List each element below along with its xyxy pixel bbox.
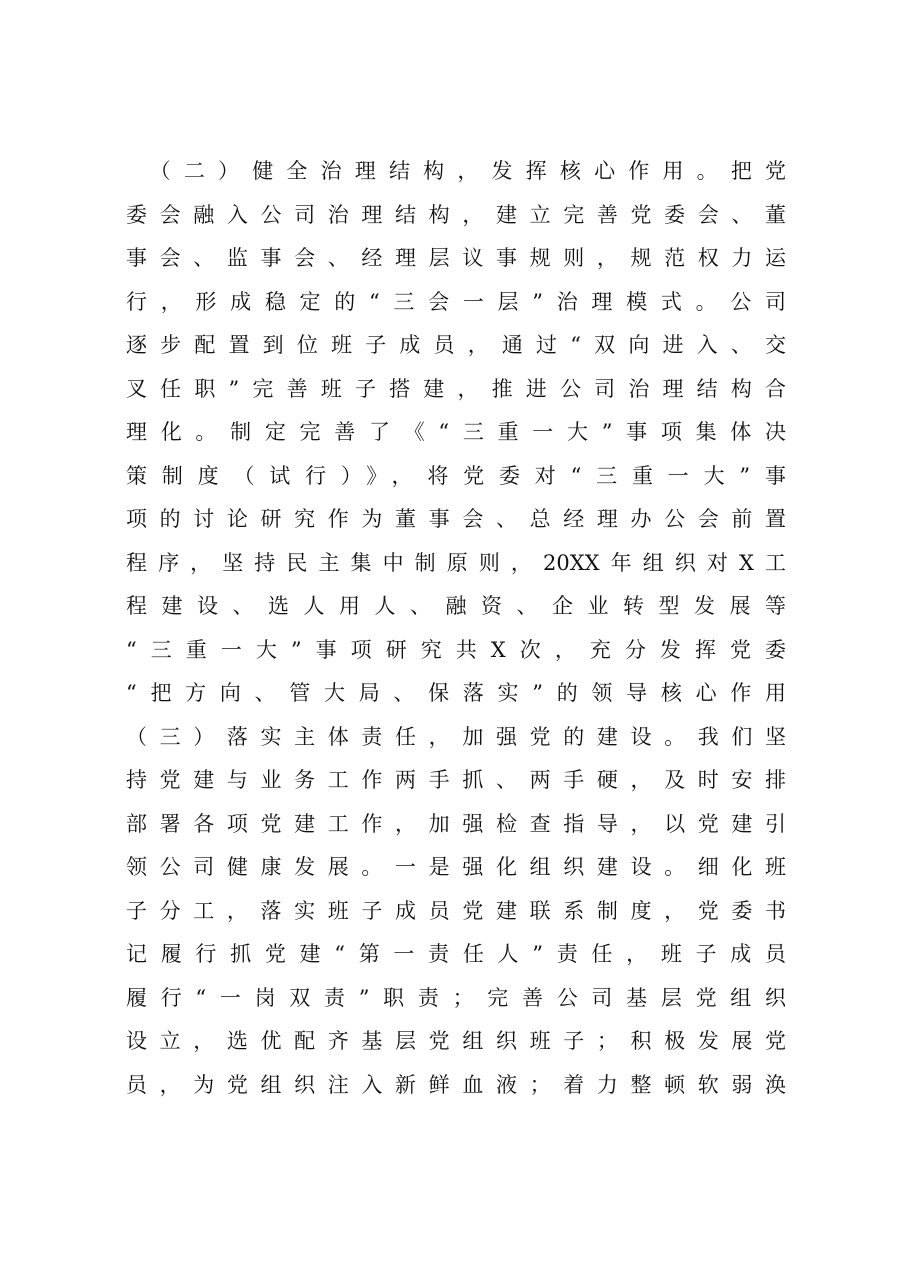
text-line: 领公司健康发展。一是强化组织建设。细化班 bbox=[126, 855, 786, 879]
text-line: （二）健全治理结构，发挥核心作用。把党 bbox=[126, 159, 786, 183]
text-line: 记履行抓党建“第一责任人”责任，班子成员 bbox=[126, 942, 786, 966]
text-line: 理化。制定完善了《“三重一大”事项集体决 bbox=[126, 420, 786, 444]
text-line: 叉任职”完善班子搭建，推进公司治理结构合 bbox=[126, 376, 786, 401]
text-line: 项的讨论研究作为董事会、总经理办公会前置 bbox=[126, 507, 786, 531]
text-line: 事会、监事会、经理层议事规则，规范权力运 bbox=[126, 246, 786, 270]
text-line: 程建设、选人用人、融资、企业转型发展等 bbox=[126, 594, 786, 618]
text-line: 履行“一岗双责”职责；完善公司基层党组织 bbox=[126, 985, 786, 1010]
text-line: 持党建与业务工作两手抓、两手硬，及时安排 bbox=[126, 768, 786, 792]
text-line: 逐步配置到位班子成员，通过“双向进入、交 bbox=[126, 333, 786, 357]
text-line: 部署各项党建工作，加强检查指导，以党建引 bbox=[126, 811, 786, 836]
body-text bbox=[126, 150, 786, 1107]
text-line: 委会融入公司治理结构，建立完善党委会、董 bbox=[126, 202, 786, 227]
text-line: 程序，坚持民主集中制原则，20XX年组织对X工 bbox=[126, 550, 786, 575]
text-line: 策制度（试行）》，将党委对“三重一大”事 bbox=[126, 463, 786, 488]
text-line: 设立，选优配齐基层党组织班子；积极发展党 bbox=[126, 1029, 786, 1053]
text-line: “三重一大”事项研究共X次，充分发挥党委 bbox=[126, 637, 786, 662]
text-line: （三）落实主体责任，加强党的建设。我们坚 bbox=[126, 724, 786, 749]
text-line: 子分工，落实班子成员党建联系制度，党委书 bbox=[126, 898, 786, 923]
text-line: 行，形成稳定的“三会一层”治理模式。公司 bbox=[126, 289, 786, 314]
text-line: 员，为党组织注入新鲜血液；着力整顿软弱涣 bbox=[126, 1072, 786, 1097]
text-line: “把方向、管大局、保落实”的领导核心作用 bbox=[126, 681, 786, 705]
